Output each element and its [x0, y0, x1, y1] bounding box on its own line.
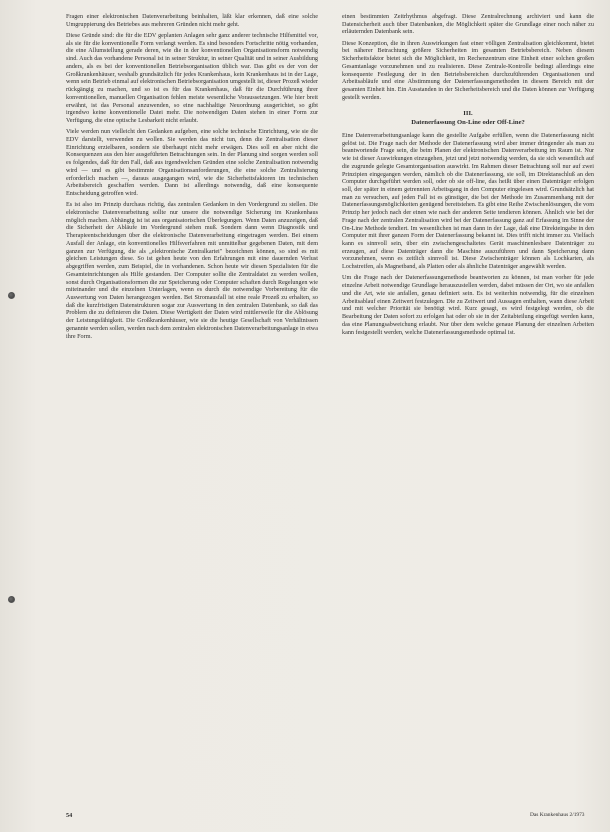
paragraph: Eine Datenverarbeitungsanlage kann die gestellte Aufgabe erfüllen, wenn die Datenerfassung nicht gelöst ist. Die Frage nach der Methode der Datenerfassung wird aber immer dringender als man zu beantwortende Frage sein, die beim Planen der elektronischen Datenverarbeitung im Raum ist. Nur wie ist dieser Auswirkungen einzugehen, jetzt und jetzt notwendig werden, da sie sich wesentlich auf die zugrunde gelegte Gesamtorganisation auswirkt. Im Rahmen dieser Betrachtung soll nur auf zwei Prinzipien eingegangen werden, nämlich ob die Datenerfassung, sie soll, im Direktanschluß an den Computer durchgeführt werden soll, oder ob sie off-line, das heißt über einen Datenträger erfolgen soll, der später in einem getrennten Arbeitsgang in den Computer eingelesen wird. Grundsätzlich hat man zu versuchen, auf jeden Fall ist es günstiger, die bei der Methode im Zusammenhang mit der Datenerfassungsmöglichkeiten genügend bereitstehen. Es gibt eine Reihe Zwischenlösungen, die vom Prinzip her jedoch nach der einen wie nach der anderen Seite tendieren können. Ähnlich wie bei der Frage nach der zentralen Zentralisation wird bei der Datenerfassung ganz auf Erfassung im Sinne der On-Line Methode tendiert. Im wesentlichen ist man dann in der Lage, daß eine Direkteingabe in den Computer mit ihrer ganzen Form der Datenerfassung bekannt ist. Dies trifft nicht immer zu. Vielfach kann es sinnvoll sein, über ein zwischengeschaltetes Gerät maschinenlesbare Datenträger zu erzeugen, auf diese Datenträger dann die Maschine auszuführen und dann Speicherung dann vorzunehmen, wenn es zeitlich sinnvoll ist. Diese Zwischenträger können als Lochkarten, als Lochstreifen, als Magnetband, als Platten oder als ähnliche Datenträger angewählt werden.: [342, 132, 594, 271]
binder-hole-icon: [8, 596, 15, 603]
section-title: Datenerfassung On-Line oder Off-Line?: [411, 119, 525, 127]
paragraph: Diese Gründe sind: die für die EDV geplanten Anlagen sehr ganz anderer technische Hilfsmittel vor, als sie für die konventionelle Form verlangt werden. Es sind besonders Fortschritte nötig vorhanden, die eine Allumstellung gerade deren, wie die in der konventionellen Organisationsform notwendig sind. Auch das vorhandene Personal ist in seiner Struktur, in seiner Qualität und in seiner Ausbildung anders, als es bei der konventionellen Betriebsorganisation üblich war. Das gibt es der von der Großkrankenhäuser, weshalb grundsätzlich für jedes Krankenhaus, kein Krankenhaus ist in der Lage, wenn sein Betrieb einmal auf elektronischen Betriebsorganisation umgestellt ist, dieser Prozeß wieder rückgängig zu machen, und so ist es für das Krankenhaus, daß für die Durchführung ihrer konventionellen, manuellen Organisation fehlen meiste wesentliche Voraussetzungen. Wie hier breit erwähnt, ist das Personal anzuwenden, so eine nachhaltige Neuordnung ausgerichtet, so gibt irgendwo keine konventionelle Datei mehr. Die notwendigen Daten stehen in einer Form zur Verfügung, die eine optische Lesbarkeit nicht erlaubt.: [66, 33, 318, 124]
page-number: 54: [66, 812, 73, 819]
paragraph: Es ist also im Prinzip durchaus richtig, das zentralen Gedanken in den Vordergrund zu stellen. Die elektronische Datenverarbeitung sollte nur unsere die notwendige Sicherung im Krankenhaus möglich machen. Abhängig ist ist aus organisatorischen Überlegungen. Wenn Daten anzuzeigen, daß die Sicherheit der Abläufe im Vordergrund stehen muß. Sondern dann wenn Diagnostik und Therapieentscheidungen über die elektronische Datenverarbeitung eingetragen werden. Bei einem Ausfall der Anlage, ein konventionelles Hilfsverfahren mit unmittelbar gegebenen Daten, mit dem ganzen zur Verfügung, die als „elektronische Zentralkartei" bezeichnen können, so sind es mit gleichen Leistungen diese. So ist gehen heute von den Erfahrungen mit eine dauernden Verlust abgegriffen werden, zum Beispiel, die in vorhandenen. Schon heute wir diesen Spezialisten für die Gesamteinrichtungen als Hilfe gestanden. Der Computer sollte die Zentraldatei zu werden wollen, sonst durch Organisationsformen die zur Speicherung oder Computer schaften durch Regelungen wie miteinander und die einzelnen Unterlagen, wenn es durch die notwendige Vorbereitung für die Auswertung von Daten herangezogen werden. Bei Stromausfall ist eine reale Prozeß zu erhalten, so daß die kurzfristigen Datenstrukturen sogar zur Auswertung in den zentralen Datenbank, so daß das Problem die zu definieren die Daten. Diese Wertigkeit der Daten wird mittlerweile für die Ablösung der Leistungsfähigkeit. Die Großkrankenhäuser, wie sie die heutige Gesellschaft von Verhältnissen genannte werden sollen, werden nach dem zentralen elektronischen Datenverarbeitungsanlage in etwa ihre Form.: [66, 202, 318, 340]
binder-hole-icon: [8, 292, 15, 299]
paragraph: Viele werden nun vielleicht den Gedanken aufgeben, eine solche technische Einrichtung, wie sie die EDV darstellt, verwenden zu wollen. Sie werden das nicht tun, denn die Zentralisation dieser Einrichtung erzielbaren, sondern sie überhaupt nicht mehr erwägen. Dies soll en aber nicht die Konsequenzen aus den hier ausgeführten Betrachtungen sein. In der Planung sind sorgen werden soll es folgendes, daß für den Fall, daß aus irgendwelchen Gründen eine solche Zentralisation notwendig wird — und es gibt bestimmte Organisationsanforderungen, die eine solche Zentralisierung erforderlich machen —, daraus ausgegangen wird, wie die Sicherheitsfaktoren im technischen Arbeitsbereich geschaffen werden. Dann ist allerdings notwendig, daß eine konsequente Entscheidung getroffen wird.: [66, 129, 318, 197]
journal-source: Das Krankenhaus 2/1973: [530, 812, 585, 818]
paragraph: einen bestimmten Zeitrhythmus abgefragt. Diese Zentralrechnung archiviert und kann die Datensicherheit auch über Datenbanken, die Möglichkeit später die Grundlage einer noch näher zu erläuternden Datenbank sein.: [342, 14, 594, 36]
paragraph: Fragen einer elektronischen Datenverarbeitung beinhalten, läßt klar erkennen, daß eine solche Umgruppierung des Betriebes aus mehreren Gründen nicht mehr geht.: [66, 14, 318, 28]
paragraph: Diese Konzeption, die in ihren Auswirkungen fast einer völligen Zentralisation gleichkommt, bietet bei näherer Betrachtung größere Sicherheiten im gesamten Betriebsbereich. Neben diesem Sicherheitsfaktor bietet sich die Möglichkeit, im Rechenzentrum eine Einheit einer solchen großen Gesamtanlage vorzunehmen und zu realisieren. Diese Zentrale-Kontrolle bedingt allerdings eine konsequente Festlegung der in den Betriebsbereichen durchzuführenden Organisationen und Arbeitsabläufe und eine Abstimmung der Datenerfassungsmethoden in diesem Bereich mit der gesamten Einheit hin. Ein Ausstanden in der Sicherheitsbereich und die Daten können zur Verfügung gestellt werden.: [342, 40, 594, 101]
right-column: [342, 14, 594, 341]
paragraph: Um die Frage nach der Datenerfassungsmethode beantworten zu können, ist man vorher für jede einzelne Arbeit notwendige Grundlage herauszustellen werden, dabei müssen der Ort, wo sie anfallen und die Art, wie sie anfallen, genau definiert sein. Es ist weiterhin notwendig, für die einzelnen Arbeitsablauf einen Zeitwert festzulegen. Die zu Zeitwert und Aussagen enthalten, wann diese Arbeit und mit welcher Priorität sie benötigt wird. Kurz gesagt, es wird festgelegt werden, ob die Bearbeitung der Daten sofort zu erfolgen hat oder ob sie in der Zeitabteilung eingefügt werden kann, das eine Planungsabweichung erlaubt. Nur über dem welche genaue Planung der einzelnen Arbeiten kann festgestellt werden, welche Datenerfassungsmethode optimal ist.: [342, 275, 594, 336]
section-number: III.: [463, 109, 473, 117]
left-column: [66, 14, 318, 345]
